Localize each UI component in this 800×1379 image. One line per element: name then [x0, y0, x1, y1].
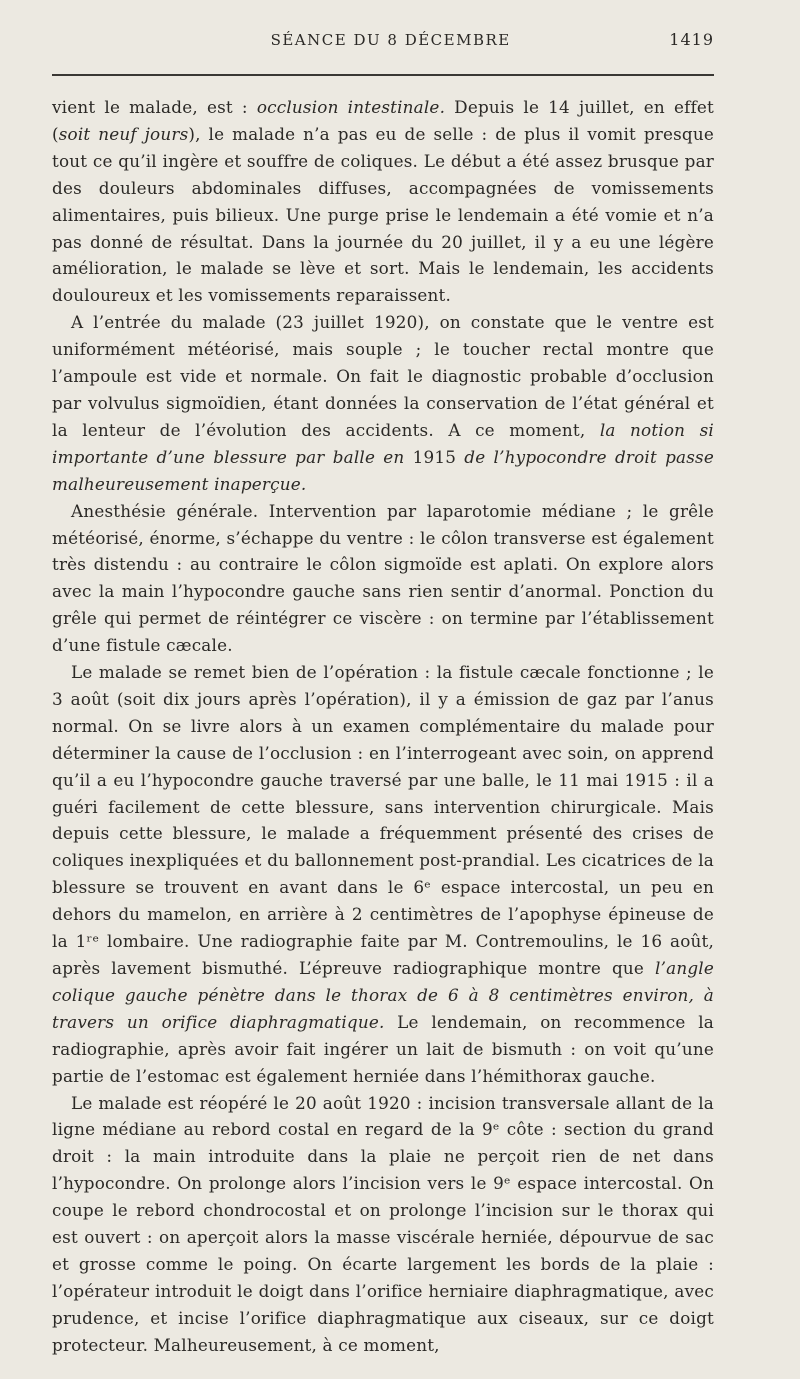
paragraph [52, 659, 714, 1090]
running-header [52, 30, 714, 60]
paragraph [52, 498, 714, 659]
text-run: Anesthésie générale. Intervention par laparotomie médiane ; le grêle météorisé, énorme, s’échappe du ventre : le côlon transverse est également très distendu : au contraire le côlon sigmoïde est aplati. On explore alors avec la main l’hypocondre gauche sans rien sentir d’anormal. Ponction du grêle qui permet de réintégrer ce viscère : on termine par l’établissement d’une fistule cæcale. [52, 500, 714, 656]
italic-run: de l’hypocondre droit passe malheureusement inaperçue. [52, 446, 714, 494]
text-run: vient le malade, est : [52, 97, 257, 117]
paragraph [52, 309, 714, 497]
text-run: A l’entrée du malade (23 juillet 1920), on constate que le ventre est uniformément météorisé, mais souple ; le toucher rectal montre que l’ampoule est vide et normale. On fait le diagnostic probable d’occlusion par volvulus sigmoïdien, étant données la conservation de l’état général et la lenteur de l’évolution des accidents. A ce moment, [52, 312, 714, 440]
paragraph [52, 94, 714, 309]
text-run: Le malade est réopéré le 20 août 1920 : incision transversale allant de la ligne médiane au rebord costal en regard de la 9ᵉ côte : section du grand droit : la main introduite dans la plaie ne perçoit rien de net dans l’hypocondre. On prolonge alors l’incision vers le 9ᵉ espace intercostal. On coupe le rebord chondrocostal et on prolonge l’incision sur le thorax qui est ouvert : on aperçoit alors la masse viscérale herniée, dépourvue de sac et grosse comme le poing. On écarte largement les bords de la plaie : l’opérateur introduit le doigt dans l’orifice herniaire diaphragmatique, avec prudence, et incise l’orifice diaphragmatique aux ciseaux, sur ce doigt protecteur. Malheureusement, à ce moment, [52, 1092, 714, 1355]
running-title: SÉANCE DU 8 DÉCEMBRE [270, 31, 511, 49]
italic-run: l’angle colique gauche pénètre dans le thorax de 6 à 8 centimètres environ, à travers un orifice diaphragmatique. [52, 958, 714, 1032]
text-run: ), le malade n’a pas eu de selle : de plus il vomit presque tout ce qu’il ingère et souffre de coliques. Le début a été assez brusque par des douleurs abdominales diffuses, accompagnées de vomissements alimentaires, puis bilieux. Une purge prise le lendemain a été vomie et n’a pas donné de résultat. Dans la journée du 20 juillet, il y a eu une légère amélioration, le malade se lève et sort. Mais le lendemain, les accidents douloureux et les vomissements reparaissent. [52, 123, 715, 306]
text-run: 1915 [404, 446, 465, 467]
page-number: 1419 [669, 30, 714, 49]
body-text [52, 94, 714, 1359]
text-run: Le malade se remet bien de l’opération : la fistule cæcale fonctionne ; le 3 août (soit dix jours après l’opération), il y a émission de gaz par l’anus normal. On se livre alors à un examen complémentaire du malade pour déterminer la cause de l’occlusion : en l’interrogeant avec soin, on apprend qu’il a eu l’hypocondre gauche traversé par une balle, le 11 mai 1915 : il a guéri facilement de cette blessure, sans intervention chirurgicale. Mais depuis cette blessure, le malade a fréquemment présenté des crises de coliques inexpliquées et du ballonnement post-prandial. Les cicatrices de la blessure se trouvent en avant dans le 6ᵉ espace intercostal, un peu en dehors du mamelon, en arrière à 2 centimètres de l’apophyse épineuse de la 1ʳᵉ lombaire. Une radiographie faite par M. Contremoulins, le 16 août, après lavement bismuthé. L’épreuve radiographique montre que [52, 662, 714, 978]
text-run: Depuis le 14 juillet, en effet ( [52, 97, 715, 144]
header-rule [52, 74, 714, 76]
paragraph [52, 1090, 714, 1359]
text-run: Le lendemain, on recommence la radiographie, après avoir fait ingérer un lait de bismuth : on voit qu’une partie de l’estomac est également herniée dans l’hémithorax gauche. [52, 1011, 714, 1086]
italic-run: la notion si importante d’une blessure par balle en [52, 419, 714, 467]
italic-run: occlusion intestinale. [256, 97, 446, 117]
italic-run: soit neuf jours [58, 123, 189, 144]
